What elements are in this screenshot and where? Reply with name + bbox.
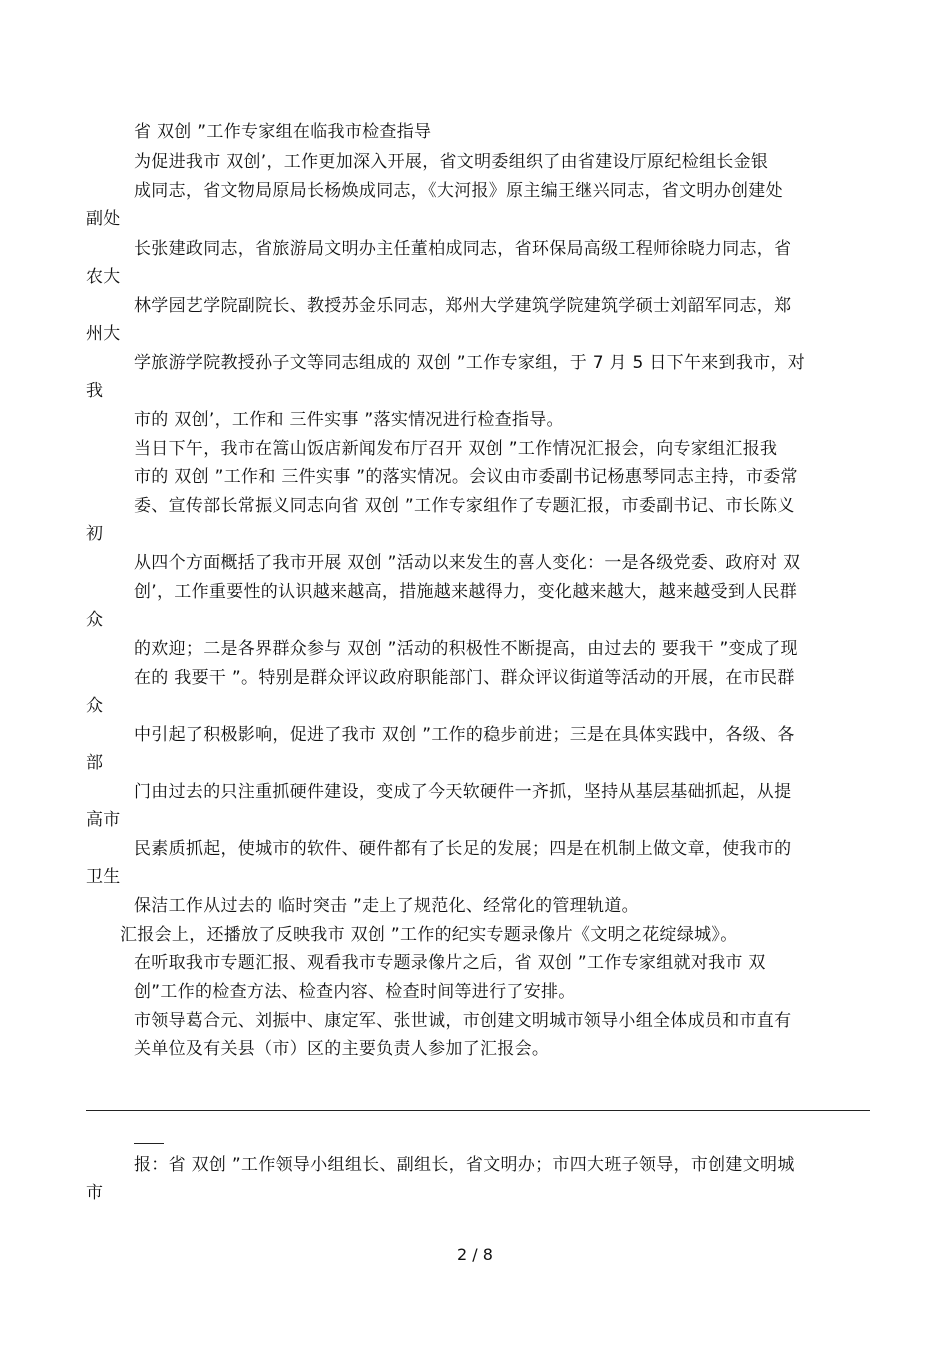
body-line: 初	[86, 524, 104, 544]
body-line: 农大	[86, 267, 121, 287]
body-line: 众	[86, 696, 104, 716]
body-line: 中引起了积极影响，促进了我市 双创 ”工作的稳步前进；三是在具体实践中，各级、各	[134, 725, 795, 745]
body-line: 长张建政同志，省旅游局文明办主任董柏成同志，省环保局高级工程师徐晓力同志，省	[134, 239, 792, 259]
body-line: 众	[86, 610, 104, 630]
distribution-line-cont: 市	[86, 1183, 104, 1203]
body-line: 州大	[86, 324, 121, 344]
body-line: 当日下午，我市在篙山饭店新闻发布厅召开 双创 ”工作情况汇报会，向专家组汇报我	[134, 439, 778, 459]
body-line: 学旅游学院教授孙子文等同志组成的 双创 ”工作专家组，于 7 月 5 日下午来到我市，对	[134, 353, 806, 373]
body-line: 成同志，省文物局原局长杨焕成同志，《大河报》原主编王继兴同志，省文明办创建处	[134, 181, 783, 201]
body-line: 我	[86, 381, 104, 401]
body-line: 市的 双创 ”工作和 三件实事 ”的落实情况。会议由市委副书记杨惠琴同志主持，市委常	[134, 467, 798, 487]
distribution-line: 报：省 双创 ”工作领导小组组长、副组长，省文明办；市四大班子领导，市创建文明城	[134, 1155, 795, 1175]
body-line: 创”工作的检查方法、检查内容、检查时间等进行了安排。	[134, 982, 576, 1002]
body-line: 林学园艺学院副院长、教授苏金乐同志，郑州大学建筑学院建筑学硕士刘韶军同志，郑	[134, 296, 792, 316]
body-line: 为促进我市 双创’，工作更加深入开展，省文明委组织了由省建设厅原纪检组长金银	[134, 152, 769, 172]
footer-short-rule	[134, 1143, 164, 1144]
body-line: 从四个方面概括了我市开展 双创 ”活动以来发生的喜人变化：一是各级党委、政府对 双	[134, 553, 801, 573]
body-line: 卫生	[86, 867, 121, 887]
footer-divider	[86, 1110, 870, 1111]
body-line: 民素质抓起，使城市的软件、硬件都有了长足的发展；四是在机制上做文章，使我市的	[134, 839, 792, 859]
body-line: 在的 我要干 ”。特别是群众评议政府职能部门、群众评议街道等活动的开展，在市民群	[134, 668, 795, 688]
body-line: 门由过去的只注重抓硬件建设，变成了今天软硬件一齐抓，坚持从基层基础抓起，从提	[134, 782, 792, 802]
body-line: 保洁工作从过去的 临时突击 ”走上了规范化、经常化的管理轨道。	[134, 896, 639, 916]
body-line: 关单位及有关县（市）区的主要负责人参加了汇报会。	[134, 1039, 550, 1059]
body-line: 高市	[86, 810, 121, 830]
body-line: 创’，工作重要性的认识越来越高，措施越来越得力，变化越来越大，越来越受到人民群	[134, 582, 798, 602]
body-line: 市的 双创’，工作和 三件实事 ”落实情况进行检查指导。	[134, 410, 564, 430]
body-line: 市领导葛合元、刘振中、康定军、张世诚，市创建文明城市领导小组全体成员和市直有	[134, 1011, 792, 1031]
body-line: 部	[86, 753, 104, 773]
body-line: 的欢迎；二是各界群众参与 双创 ”活动的积极性不断提高，由过去的 要我干 ”变成了现	[134, 639, 798, 659]
body-line: 委、宣传部长常振义同志向省 双创 ”工作专家组作了专题汇报，市委副书记、市长陈义	[134, 496, 795, 516]
body-line: 副处	[86, 209, 121, 229]
document-title: 省 双创 ”工作专家组在临我市检查指导	[134, 122, 432, 142]
body-line: 在听取我市专题汇报、观看我市专题录像片之后，省 双创 ”工作专家组就对我市 双	[134, 953, 766, 973]
body-line: 汇报会上，还播放了反映我市 双创 ”工作的纪实专题录像片《文明之花绽绿城》。	[120, 925, 738, 945]
page-number: 2 / 8	[457, 1245, 493, 1264]
